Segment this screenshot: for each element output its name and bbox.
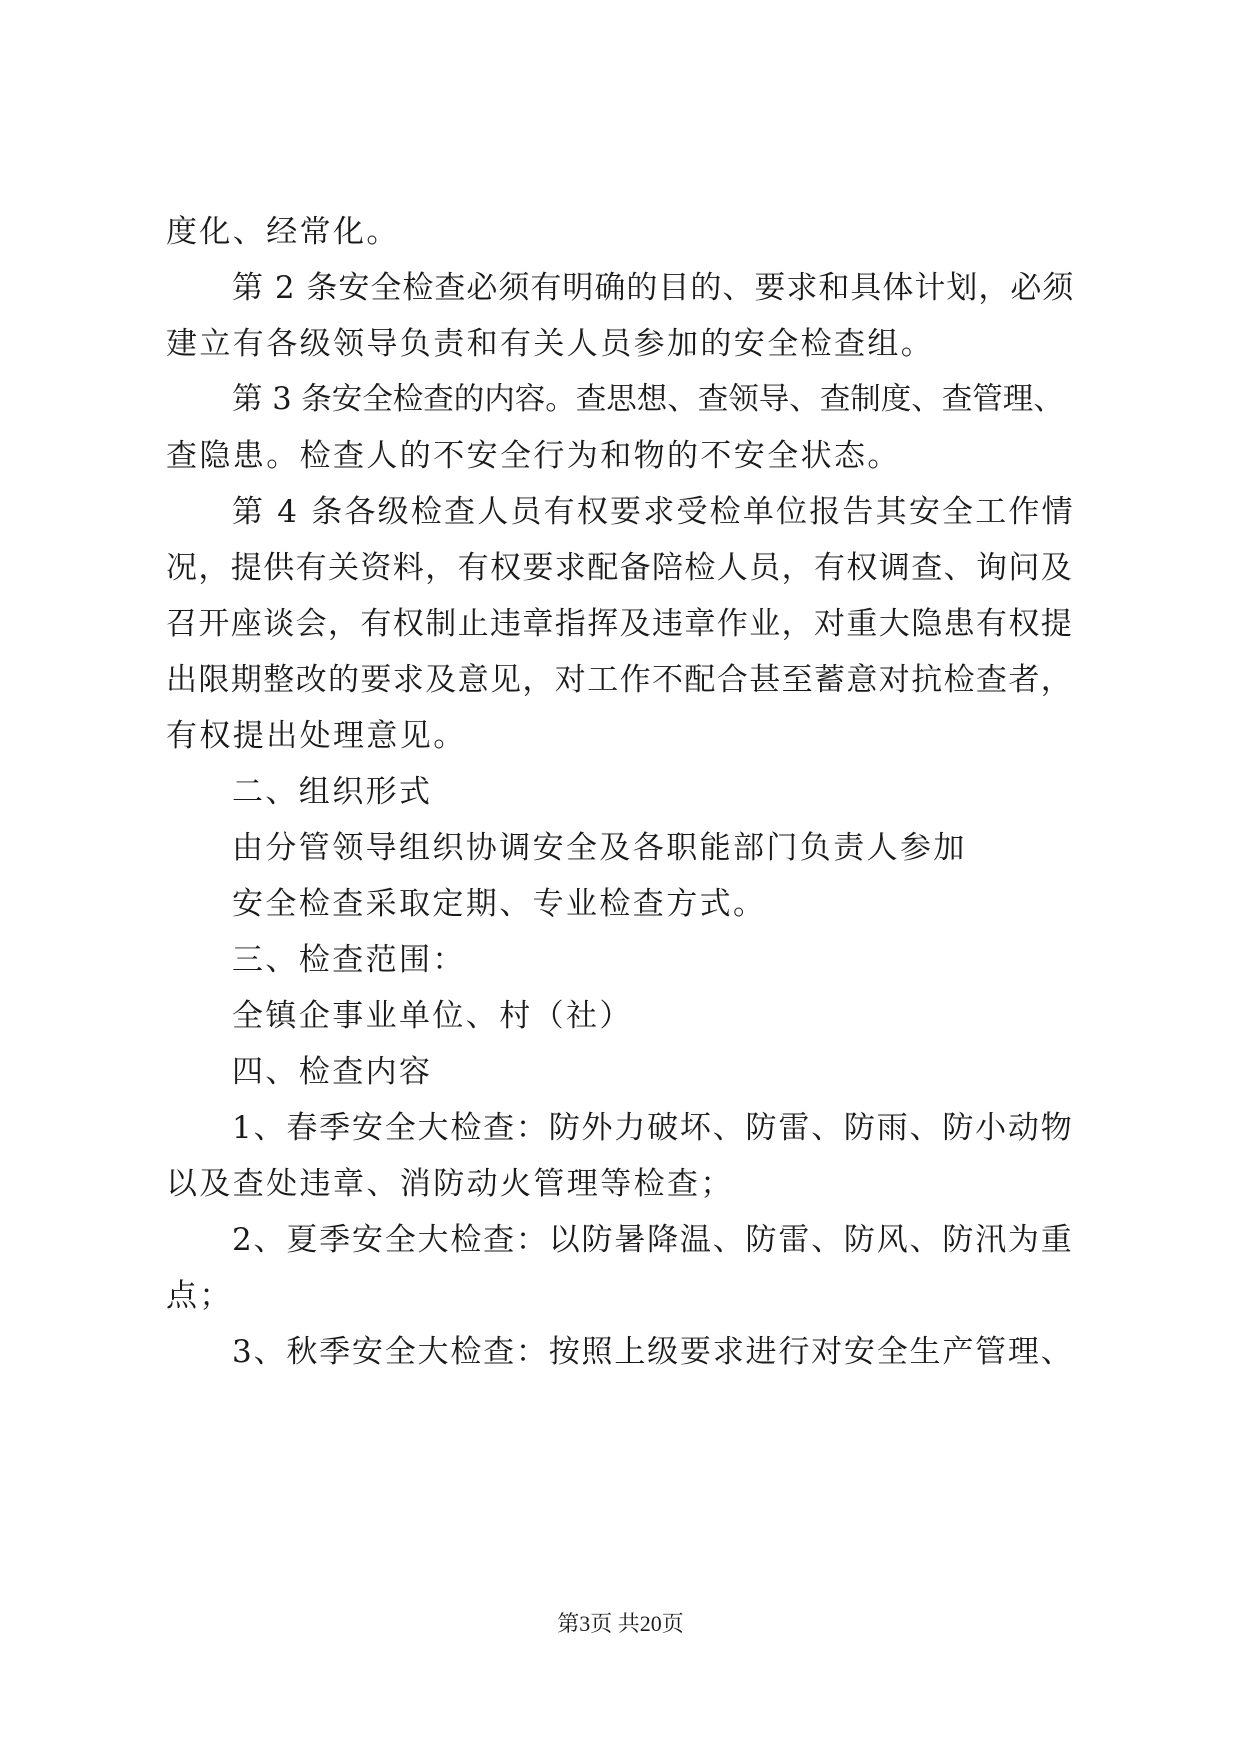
text-line: 况，提供有关资料，有权要求配备陪检人员，有权调查、询问及	[166, 550, 1074, 586]
text-line: 2、夏季安全大检查：以防暑降温、防雷、防风、防汛为重	[232, 1222, 1074, 1258]
text-line: 有权提出处理意见。	[166, 718, 467, 754]
page-footer: 第3页 共20页	[557, 1611, 684, 1636]
text-line: 召开座谈会，有权制止违章指挥及违章作业，对重大隐患有权提	[166, 606, 1074, 642]
section-heading: 四、检查内容	[232, 1054, 433, 1090]
text-line: 全镇企事业单位、村（社）	[232, 998, 633, 1034]
text-line: 第 2 条安全检查必须有明确的目的、要求和具体计划，必须	[232, 270, 1075, 306]
text-line: 建立有各级领导负责和有关人员参加的安全检查组。	[166, 326, 935, 362]
text-line: 度化、经常化。	[166, 214, 400, 250]
text-line: 1、春季安全大检查：防外力破坏、防雷、防雨、防小动物	[232, 1110, 1074, 1146]
text-line: 出限期整改的要求及意见，对工作不配合甚至蓄意对抗检查者，	[166, 662, 1074, 698]
text-line: 点；	[166, 1278, 233, 1314]
text-line: 第 4 条各级检查人员有权要求受检单位报告其安全工作情	[232, 494, 1075, 530]
text-line: 由分管领导组织协调安全及各职能部门负责人参加	[232, 830, 967, 866]
text-line: 3、秋季安全大检查：按照上级要求进行对安全生产管理、	[232, 1334, 1074, 1370]
text-line: 安全检查采取定期、专业检查方式。	[232, 886, 767, 922]
text-line: 查隐患。检查人的不安全行为和物的不安全状态。	[166, 438, 901, 474]
section-heading: 二、组织形式	[232, 774, 433, 810]
section-heading: 三、检查范围：	[232, 942, 466, 978]
text-line: 第 3 条安全检查的内容。查思想、查领导、查制度、查管理、	[232, 382, 1064, 417]
text-line: 以及查处违章、消防动火管理等检查；	[166, 1166, 734, 1202]
